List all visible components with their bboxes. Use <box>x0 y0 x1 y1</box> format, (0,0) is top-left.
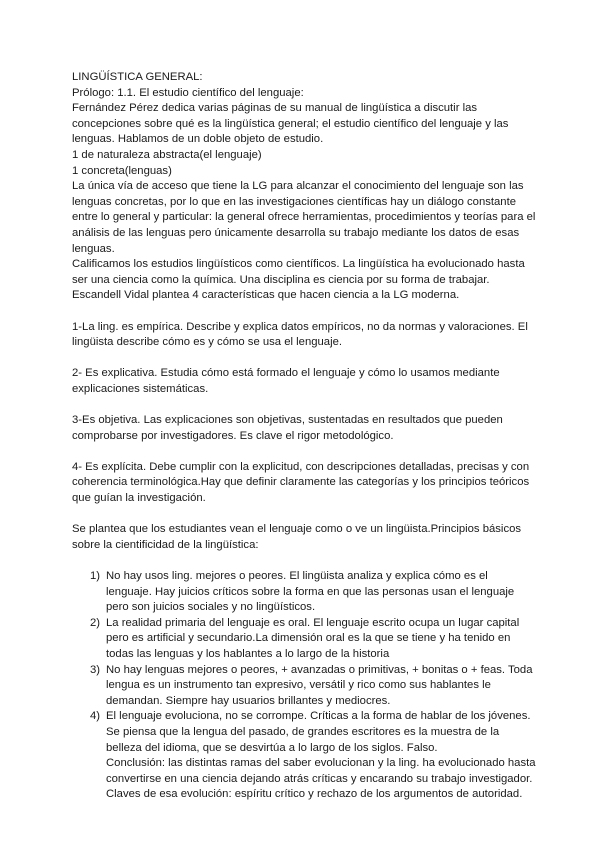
scientific-paragraph: Calificamos los estudios lingüísticos como científicos. La lingüística ha evolucionado hasta ser una ciencia como la química. Una disciplina es ciencia por su forma de trabajar. Escandell Vidal plantea 4 características que hacen ciencia a la LG moderna. <box>72 258 525 302</box>
access-paragraph: La única vía de acceso que tiene la LG para alcanzar el conocimiento del lenguaje son las lenguas concretas, por lo que en las investigaciones científicas hay un diálogo constante entre lo general y particular: la general ofrece herramientas, procedimientos y teorías para el análisis de las lenguas pero únicamente desarrolla su trabajo mediante los datos de esas lenguas. <box>72 180 536 255</box>
conclusion-text: Conclusión: las distintas ramas del saber evolucionan y la ling. ha evolucionado hasta convertirse en una ciencia dejando atrás críticas y encarando su trabajo investigador. Claves de esa evolución: espíritu crítico y rechazo de los argumentos de autoridad. <box>106 757 536 801</box>
list-item-text: La realidad primaria del lenguaje es oral. El lenguaje escrito ocupa un lugar capital pero es artificial y secundario.La dimensión oral es la que se tiene y ha tenido en todas las lenguas y los hablantes a lo largo de la historia <box>106 616 520 660</box>
principles-list <box>72 569 536 803</box>
list-item-number: 4) <box>90 710 101 723</box>
list-item-text: El lenguaje evoluciona, no se corrompe. Críticas a la forma de hablar de los jóvenes. Se piensa que la lengua del pasado, de grandes escritores es la muestra de la belleza del idioma, que se desvirtúa a lo largo de los siglos. Falso. <box>106 710 531 754</box>
feature-objective: 3-Es objetiva. Las explicaciones son objetivas, sustentadas en resultados que pueden comprobarse por investigadores. Es clave el rigor metodológico. <box>72 414 503 442</box>
object-abstract-line: 1 de naturaleza abstracta(el lenguaje) <box>72 148 262 161</box>
list-item <box>90 663 536 710</box>
list-item-text: No hay usos ling. mejores o peores. El lingüista analiza y explica cómo es el lenguaje. Hay juicios críticos sobre la forma en que las personas usan el lenguaje pero son juicios sociales y no lingüísticos. <box>106 570 515 614</box>
list-item-number: 3) <box>90 663 101 676</box>
object-concrete-line: 1 concreta(lenguas) <box>72 164 172 177</box>
intro-paragraph: Fernández Pérez dedica varias páginas de su manual de lingüística a discutir las concepciones sobre qué es la lingüística general; el estudio científico del lenguaje y las lenguas. Hablamos de un doble objeto de estudio. <box>72 102 509 146</box>
list-item <box>90 709 536 803</box>
list-item-number: 1) <box>90 570 101 582</box>
list-item-number: 2) <box>90 616 101 629</box>
list-item-body <box>106 709 536 803</box>
students-paragraph: Se plantea que los estudiantes vean el lenguaje como o ve un lingüista.Principios básicos sobre la cientificidad de la lingüística: <box>72 523 522 551</box>
prologue-heading: Prólogo: 1.1. El estudio científico del lenguaje: <box>72 86 304 99</box>
list-item-text: No hay lenguas mejores o peores, + avanzadas o primitivas, + bonitas o + feas. Toda lengua es un instrumento tan expresivo, versátil y rico como sus hablantes le demandan. Siempre hay usuarios brillantes y mediocres. <box>106 663 533 707</box>
list-item <box>90 569 536 616</box>
feature-explicative: 2- Es explicativa. Estudia cómo está formado el lenguaje y cómo lo usamos mediante explicaciones sistemáticas. <box>72 367 500 395</box>
list-item <box>90 616 536 663</box>
document-title: LINGÜÍSTICA GENERAL: <box>72 71 203 83</box>
feature-empirical: 1-La ling. es empírica. Describe y explica datos empíricos, no da normas y valoraciones. El lingüista describe cómo es y cómo se usa el lenguaje. <box>72 320 528 349</box>
feature-explicit: 4- Es explícita. Debe cumplir con la explicitud, con descripciones detalladas, precisas y con coherencia terminológica.Hay que definir claramente las categorías y los principios teóricos que guían la investigación. <box>72 460 530 505</box>
